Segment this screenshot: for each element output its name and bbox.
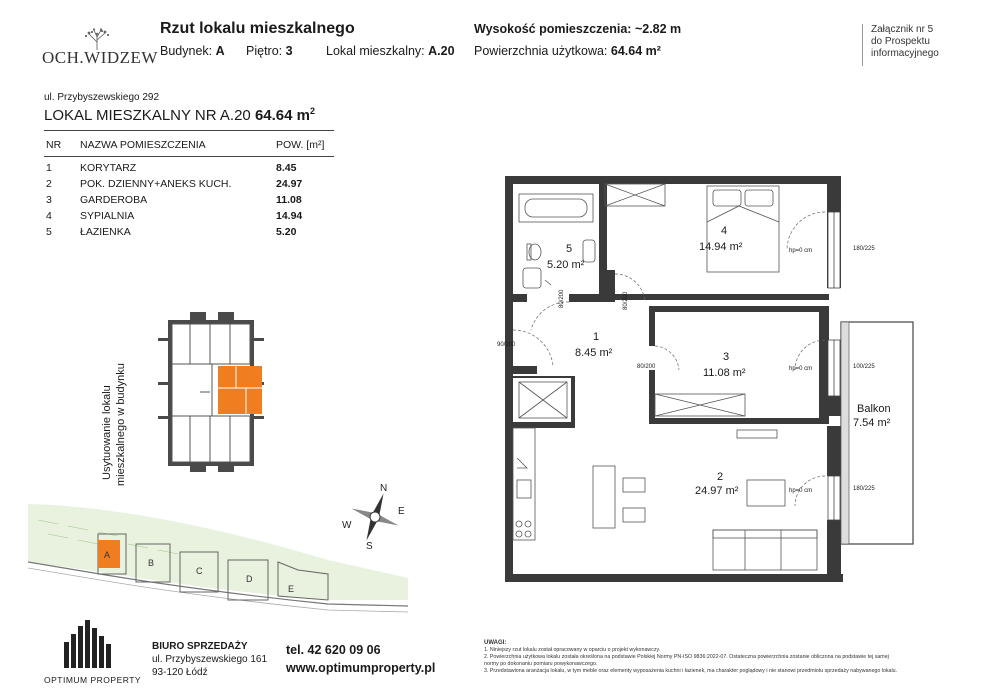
row-name: KORYTARZ	[80, 162, 137, 174]
row-nr: 4	[46, 210, 52, 222]
pietro-info	[246, 44, 293, 58]
row-nr: 2	[46, 178, 52, 190]
room-area: 24.97 m²	[695, 485, 739, 497]
door-dim: 80/200	[637, 364, 656, 370]
budynek-value: A	[215, 44, 225, 58]
door-dim: 90/200	[497, 342, 516, 348]
hp-label: hp=0 cm	[789, 366, 813, 372]
balcony-outline	[841, 322, 913, 544]
budynek-label: Budynek:	[160, 44, 213, 58]
row-name: ŁAZIENKA	[80, 226, 131, 238]
room-area: 5.20 m²	[547, 259, 585, 271]
annex-line: Załącznik nr 5	[871, 24, 934, 35]
row-nr: 5	[46, 226, 52, 238]
location-label-line: mieszkalnego w budynku	[115, 363, 127, 486]
row-area: 8.45	[276, 162, 297, 174]
contact	[286, 641, 435, 677]
row-area: 14.94	[276, 210, 303, 222]
table-header-name: NAZWA POMIESZCZENIA	[80, 139, 206, 151]
room-nr: 3	[723, 351, 730, 363]
pietro-value: 3	[285, 44, 293, 58]
office-line: ul. Przybyszewskiego 161	[152, 654, 268, 665]
living-furniture	[593, 430, 817, 570]
door-dim: 80/200	[559, 289, 565, 308]
optimum-property-logo	[44, 618, 142, 688]
page-title: Rzut lokalu mieszkalnego	[160, 20, 355, 37]
lokal-info	[326, 44, 455, 58]
note-line: 3. Przedstawiona aranżacja lokalu, w tym meble oraz elementy wyposażenia kuchni i łazienek, ma charakter poglądowy i nie stanowi przedmiotu sprzedaży nabywanego lokalu.	[484, 668, 898, 674]
powierzchnia-value: 64.64 m²	[610, 44, 661, 58]
location-label	[96, 340, 136, 490]
annex-note	[862, 24, 981, 66]
table-header-divider	[44, 156, 334, 157]
row-name: SYPIALNIA	[80, 210, 135, 222]
lokal-value: A.20	[428, 44, 455, 58]
lokal-area: 64.64 m	[254, 107, 310, 124]
site-building-label: B	[148, 558, 155, 568]
window-dim: 180/225	[853, 486, 875, 492]
table-header-area: POW. [m²]	[276, 139, 325, 151]
closets	[519, 184, 745, 418]
compass-n: N	[380, 483, 388, 494]
note-line: 1. Niniejszy rzut lokalu został opracowany w oparciu o projekt wykonawczy.	[484, 647, 661, 653]
row-name: GARDEROBA	[80, 194, 148, 206]
balcony-slab	[841, 322, 849, 544]
building-logo-icon	[44, 618, 134, 668]
powierzchnia-label: Powierzchnia użytkowa:	[474, 44, 608, 58]
room-nr: 5	[566, 243, 573, 255]
table-top-divider	[44, 130, 334, 131]
bathroom-fixtures	[519, 194, 595, 288]
sales-office	[152, 640, 267, 679]
site-building-label: C	[196, 566, 203, 576]
office-title: BIURO SPRZEDAŻY	[152, 641, 248, 652]
notes	[484, 640, 974, 675]
pietro-label: Piętro:	[246, 44, 283, 58]
address: ul. Przybyszewskiego 292	[44, 92, 160, 103]
optimum-text: OPTIMUM PROPERTY	[44, 675, 142, 685]
lokal-label: Lokal mieszkalny:	[326, 44, 425, 58]
building-key-plan	[150, 312, 270, 472]
site-building-label: A	[104, 550, 111, 560]
balcony-label: Balkon	[857, 403, 891, 415]
lokal-title	[44, 106, 315, 124]
wysokosc-value: ~2.82 m	[634, 22, 682, 36]
table-header-nr: NR	[46, 139, 62, 151]
room-area: 14.94 m²	[699, 241, 743, 253]
row-area: 5.20	[276, 226, 297, 238]
row-area: 24.97	[276, 178, 303, 190]
room-area: 11.08 m²	[703, 367, 746, 379]
note-line: normy po dokonaniu pomiaru powykonawczego.	[484, 661, 598, 667]
dimension-labels	[497, 246, 875, 494]
phone-link[interactable]: tel. 42 620 09 06	[286, 643, 381, 657]
note-line: 2. Powierzchnia użytkowa lokalu została określona na podstawie Polskiej Normy PN-ISO 9836:2022-07. Ostateczna powierzchnia zostanie obliczona na podstawie tej samej	[484, 654, 889, 660]
lokal-area-sup: 2	[309, 106, 315, 116]
wysokosc-label: Wysokość pomieszczenia:	[474, 22, 632, 36]
compass-s: S	[366, 541, 373, 552]
site-building-label: D	[246, 574, 253, 584]
window-dim: 100/225	[853, 364, 875, 370]
room-table	[0, 162, 340, 252]
hp-label: hp=0 cm	[789, 248, 813, 254]
row-area: 11.08	[276, 194, 302, 206]
row-name: POK. DZIENNY+ANEKS KUCH.	[80, 178, 232, 190]
budynek-info	[160, 44, 225, 58]
door-swings	[513, 212, 825, 506]
kitchen	[513, 428, 535, 540]
site-building-label: E	[288, 584, 295, 594]
wysokosc-info	[474, 22, 681, 36]
compass-icon	[340, 482, 410, 552]
website-link[interactable]: www.optimumproperty.pl	[286, 661, 436, 675]
row-nr: 1	[46, 162, 52, 174]
window-dim: 180/225	[853, 246, 875, 252]
room-nr: 4	[721, 225, 728, 237]
och-widzew-logo	[42, 28, 158, 68]
compass-e: E	[398, 506, 405, 517]
compass-w: W	[342, 520, 352, 531]
walls	[505, 176, 843, 582]
powierzchnia-info	[474, 44, 661, 58]
tree-logo-icon	[80, 28, 114, 50]
room-nr: 1	[593, 331, 600, 343]
annex-line: informacyjnego	[871, 48, 939, 59]
room-nr: 2	[717, 471, 724, 483]
highlighted-apartment	[218, 366, 262, 414]
lokal-title-text: LOKAL MIESZKALNY NR A.20	[44, 107, 251, 124]
floor-plan	[495, 170, 915, 590]
room-area: 8.45 m²	[575, 347, 613, 359]
door-dim: 80/200	[623, 291, 629, 310]
row-nr: 3	[46, 194, 52, 206]
location-label-line: Usytuowanie lokalu	[101, 385, 113, 480]
balcony-area: 7.54 m²	[853, 417, 891, 429]
logo-text: OCH.WIDZEW	[42, 48, 158, 67]
notes-title: UWAGI:	[484, 640, 507, 646]
office-line: 93-120 Łódź	[152, 667, 208, 678]
annex-line: do Prospektu	[871, 36, 930, 47]
hp-label: hp=0 cm	[789, 488, 813, 494]
bed	[707, 186, 779, 272]
